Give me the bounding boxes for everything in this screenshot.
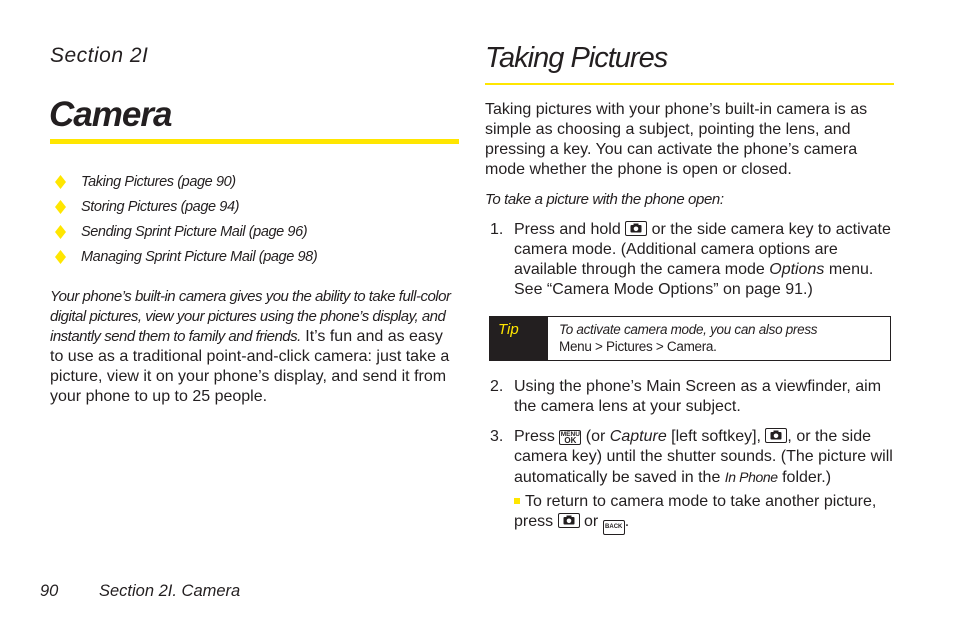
footer-title: Section 2I. Camera [99,582,241,600]
diamond-bullet-icon [54,225,67,239]
diamond-bullet-icon [54,175,67,189]
capture-softkey-name: Capture [609,428,667,445]
toc-item[interactable] [50,197,460,222]
chapter-title: Camera [49,95,172,134]
step-text-part: folder.) [777,469,832,486]
step-text-part: , or the side camera key) until the shutter sounds. (The picture will automatically be saved in the [514,428,893,486]
step-text: Using the phone’s Main Screen as a viewfinder, aim the camera lens at your subject. [514,378,882,415]
procedure-heading: To take a picture with the phone open: [485,191,724,208]
camera-key-icon [558,513,580,528]
intro-paragraph [50,287,460,407]
step-text-part: [left softkey], [666,428,766,445]
step-text-part: or the side camera key to activate camera mode. (Additional camera options are available through the camera mode [514,221,891,278]
sub-bullet-text: To return to camera mode to take another picture, press [514,493,877,530]
page-heading: Taking Pictures [485,42,668,74]
tip-box [489,316,891,361]
square-bullet-icon [514,498,520,504]
toc-item-label: Taking Pictures (page 90) [81,174,236,190]
chapter-title-rule [50,139,459,144]
step-text-part: Press [514,428,560,445]
tip-line-end: . [713,339,717,354]
tip-line-1: To activate camera mode, you can also press [559,322,818,337]
page-number: 90 [40,582,59,600]
sub-bullet-text: or [579,513,603,530]
camera-key-icon [625,221,647,236]
camera-key-icon [765,428,787,443]
menu-ok-key-icon [559,430,581,445]
diamond-bullet-icon [54,250,67,264]
toc-item[interactable] [50,222,460,247]
step-text [514,427,895,488]
overview-paragraph: Taking pictures with your phone’s built-in camera is as simple as choosing a subject, pointing the lens, and pressing a key. You can activate the phone’s camera mode whether the phone is open or closed. [485,101,868,178]
diamond-bullet-icon [54,200,67,214]
toc-item-label: Storing Pictures (page 94) [81,199,240,215]
step-text-part: menu. See “Camera Mode Options” on page 91.) [514,261,874,298]
tip-label: Tip [490,317,548,360]
step-number: 1. [490,221,504,238]
tip-menu-path: Menu > Pictures > Camera [559,339,714,354]
step-number: 2. [490,378,504,395]
tip-text [559,321,884,355]
step-text [514,220,895,300]
step-2 [485,377,895,417]
intro-lead: Your phone’s built-in camera gives you the ability to take full-color digital pictures, view your pictures using the phone’s display, and instantly send them to family and friends. [50,288,451,345]
toc-item[interactable] [50,172,460,197]
step-text-part: (or [581,428,610,445]
sub-bullet [514,492,894,535]
step-1 [485,220,895,300]
tip-line-2 [559,338,884,355]
step-text-part: Press and hold [514,221,626,238]
intro-rest: It’s fun and as easy to use as a traditional point-and-click camera: just take a picture, view it on your phone’s display, and send it from your phone to up to 25 people. [50,328,450,405]
menu-key-label: MENU [560,431,580,438]
sub-bullet-text: . [624,513,630,530]
back-key-icon: BACK [603,520,625,535]
options-menu-name: Options [769,261,825,278]
ok-key-label: OK [564,436,577,445]
toc-item[interactable] [50,247,460,272]
section-label: Section 2I [50,44,149,67]
step-number: 3. [490,428,504,445]
toc-item-label: Managing Sprint Picture Mail (page 98) [81,249,318,265]
chapter-contents-list [50,172,460,272]
heading-rule [485,83,894,85]
in-phone-folder-name: In Phone [724,469,778,485]
toc-item-label: Sending Sprint Picture Mail (page 96) [81,224,308,240]
step-3 [485,427,895,488]
